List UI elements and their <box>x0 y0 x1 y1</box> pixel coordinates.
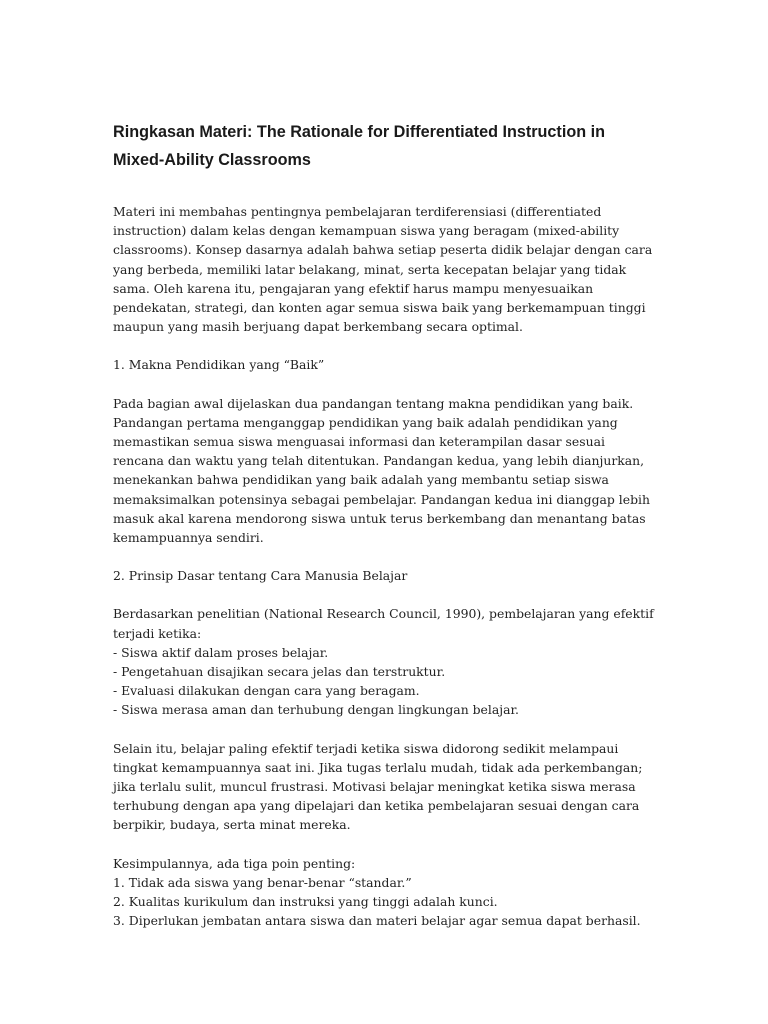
list-item: - Pengetahuan disajikan secara jelas dan terstruktur. <box>113 664 446 680</box>
section-1-paragraph: Pada bagian awal dijelaskan dua pandangan tentang makna pendidikan yang baik. Pandangan pertama menganggap pendidikan yang baik adalah pendidikan yang memastikan semua siswa menguasai informasi dan keterampilan dasar sesuai rencana dan waktu yang telah ditentukan. Pandangan kedua, yang lebih dianjurkan, menekankan bahwa pendidikan yang baik adalah yang membantu setiap siswa memaksimalkan potensinya sebagai pembelajar. Pandangan kedua ini dianggap lebih masuk akal karena mendorong siswa untuk terus berkembang dan menantang batas kemampuannya sendiri. <box>113 395 650 546</box>
section-1-heading: 1. Makna Pendidikan yang “Baik” <box>113 357 325 373</box>
section-2-heading: 2. Prinsip Dasar tentang Cara Manusia Belajar <box>113 568 408 584</box>
conclusion-lead: Kesimpulannya, ada tiga poin penting: <box>113 855 356 871</box>
section-2-paragraph: Selain itu, belajar paling efektif terjadi ketika siswa didorong sedikit melampaui tingkat kemampuannya saat ini. Jika tugas terlalu mudah, tidak ada perkembangan; jika terlalu sulit, muncul frustrasi. Motivasi belajar meningkat ketika siswa merasa terhubung dengan apa yang dipelajari dan ketika pembelajaran sesuai dengan cara berpikir, budaya, serta minat mereka. <box>113 740 643 833</box>
list-item: - Siswa merasa aman dan terhubung dengan lingkungan belajar. <box>113 702 519 718</box>
list-item: - Evaluasi dilakukan dengan cara yang beragam. <box>113 683 420 699</box>
list-item: - Siswa aktif dalam proses belajar. <box>113 644 329 660</box>
list-item: 2. Kualitas kurikulum dan instruksi yang tinggi adalah kunci. <box>113 894 498 910</box>
intro-paragraph: Materi ini membahas pentingnya pembelajaran terdiferensiasi (differentiated instruction) dalam kelas dengan kemampuan siswa yang beragam (mixed-ability classrooms). Konsep dasarnya adalah bahwa setiap peserta didik belajar dengan cara yang berbeda, memiliki latar belakang, minat, serta kecepatan belajar yang tidak sama. Oleh karena itu, pengajaran yang efektif harus mampu menyesuaikan pendekatan, strategi, dan konten agar semua siswa baik yang berkemampuan tinggi maupun yang masih berjuang dapat berkembang secara optimal. <box>113 204 653 335</box>
list-item: 1. Tidak ada siswa yang benar-benar “standar.” <box>113 874 412 890</box>
list-item: 3. Diperlukan jembatan antara siswa dan materi belajar agar semua dapat berhasil. <box>113 913 641 929</box>
document-page <box>113 118 658 950</box>
section-2-lead: Berdasarkan penelitian (National Research Council, 1990), pembelajaran yang efektif terjadi ketika: <box>113 606 654 641</box>
document-title: Ringkasan Materi: The Rationale for Differentiated Instruction in Mixed-Ability Classrooms <box>113 123 605 169</box>
conclusion-block <box>113 854 658 931</box>
section-2-list-block <box>113 604 658 719</box>
